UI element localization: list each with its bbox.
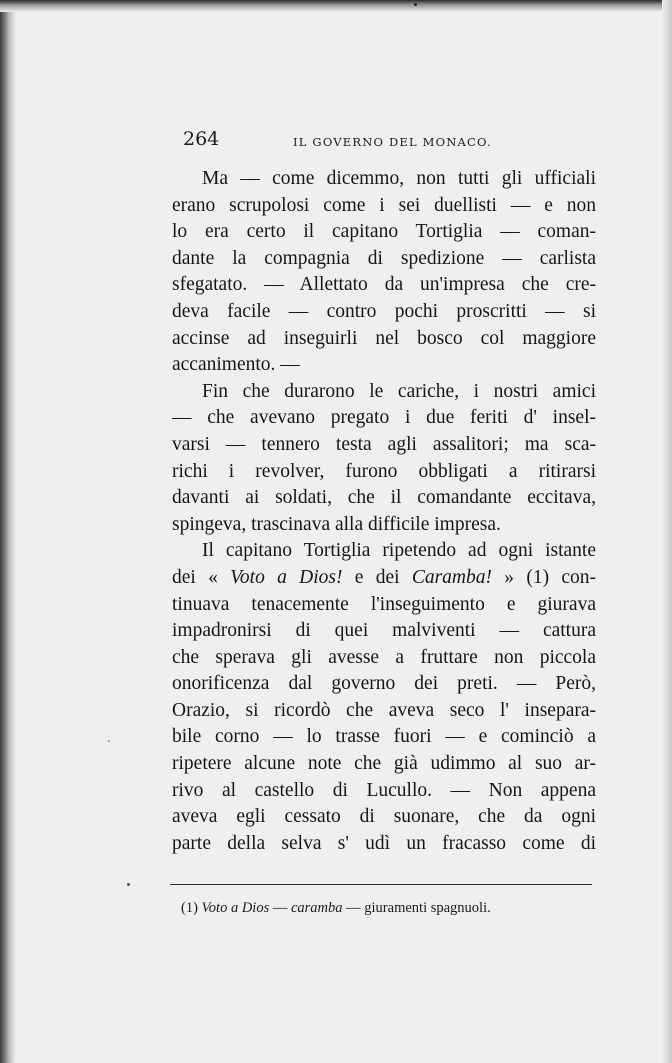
text-line: dante la compagnia di spedizione — carlista <box>172 247 596 269</box>
binding-edge <box>0 0 16 1063</box>
text-line: deva facile — contro pochi proscritti — si <box>172 300 596 322</box>
footnote-dash: — <box>342 900 365 916</box>
text-line: accinse ad inseguirli nel bosco col maggiore <box>172 327 596 349</box>
text-line: ripetere alcune note che già udimmo al suo ar- <box>172 753 596 775</box>
text-line: Fin che durarono le cariche, i nostri amici <box>202 380 596 402</box>
text-line: varsi — tennero testa agli assalitori; ma sca- <box>172 433 596 455</box>
footnote-term: Voto a Dios <box>201 900 270 916</box>
text-line: Orazio, si ricordò che aveva seco l' insepara- <box>172 699 596 721</box>
right-edge <box>662 0 672 1063</box>
footnote-term: caramba <box>290 900 343 916</box>
text-line-with-italics <box>172 565 596 592</box>
text-line: Il capitano Tortiglia ripetendo ad ogni istante <box>202 540 596 562</box>
top-edge <box>0 0 672 12</box>
running-title: IL GOVERNO DEL MONACO. <box>293 135 492 149</box>
paper-speck <box>108 740 110 742</box>
text-line: accanimento. — <box>172 354 300 376</box>
body-text <box>172 166 596 857</box>
text-line: lo era certo il capitano Tortiglia — coman- <box>172 221 596 243</box>
text-line: parte della selva s' udì un fracasso come di <box>172 832 596 854</box>
footnote-divider <box>170 884 592 885</box>
text-fragment: e dei <box>342 566 412 588</box>
text-line: bile corno — lo trasse fuori — e cominciò a <box>172 726 596 748</box>
footnote-gloss: giuramenti spagnuoli. <box>364 900 491 916</box>
text-line: — che avevano pregato i due feriti d' insel- <box>172 407 596 429</box>
text-fragment: dei « <box>172 566 231 588</box>
italic-phrase: Voto a Dios! <box>230 566 343 588</box>
footnote-dash: — <box>269 900 291 916</box>
paper-speck <box>127 883 130 886</box>
text-line: Ma — come dicemmo, non tutti gli ufficiali <box>202 168 596 189</box>
text-line: impadronirsi di quei malviventi — cattura <box>172 620 596 642</box>
text-line: che sperava gli avesse a fruttare non piccola <box>172 646 596 668</box>
text-line: rivo al castello di Lucullo. — Non appena <box>172 779 596 801</box>
paper-speck <box>414 3 417 6</box>
text-line: onorificenza dal governo dei preti. — Però, <box>172 673 596 695</box>
text-line: erano scrupolosi come i sei duellisti — e non <box>172 194 596 216</box>
text-line: spingeva, trascinava alla difficile impresa. <box>172 513 501 535</box>
text-fragment: » (1) con- <box>492 566 596 588</box>
footnote-marker: (1) <box>181 900 198 916</box>
page-number: 264 <box>183 128 220 150</box>
page-header <box>183 128 603 158</box>
text-line: sfegatato. — Allettato da un'impresa che cre- <box>172 274 596 296</box>
text-line: tinuava tenacemente l'inseguimento e giurava <box>172 593 596 615</box>
text-line: aveva egli cessato di suonare, che da ogni <box>172 806 596 828</box>
footnote <box>181 900 601 917</box>
italic-phrase: Caramba! <box>411 566 492 588</box>
text-line: davanti ai soldati, che il comandante eccitava, <box>172 487 596 509</box>
text-line: richi i revolver, furono obbligati a ritirarsi <box>172 460 596 482</box>
